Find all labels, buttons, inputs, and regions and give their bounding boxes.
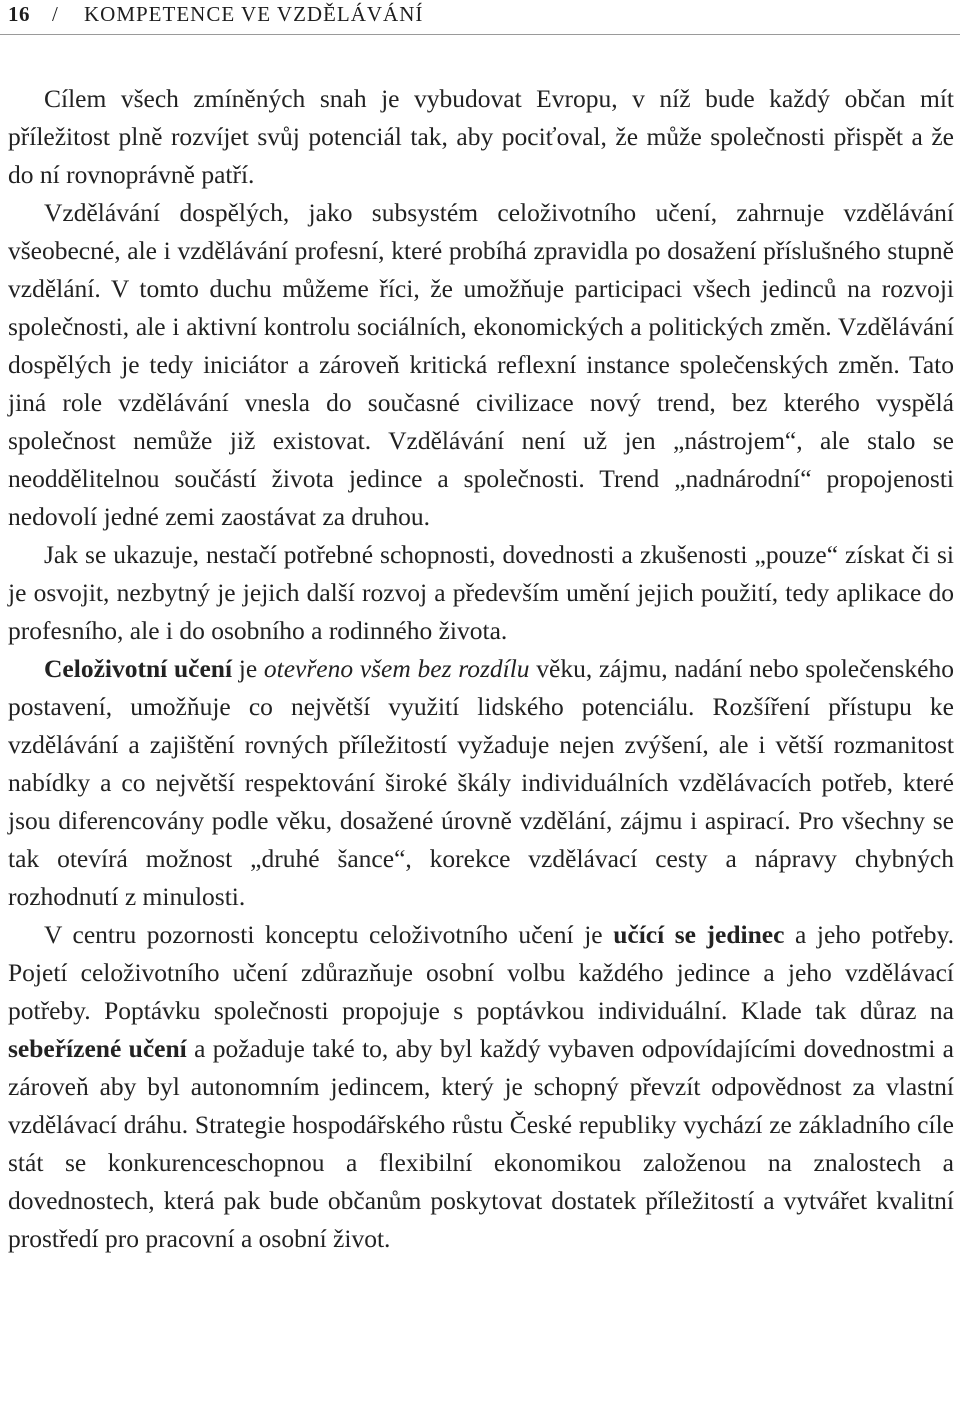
paragraph-5-text-b: a jeho potřeby. Pojetí celoživotního učení zdůrazňuje osobní volbu každého jedince a jeho vzdělávací potřeby. Poptávku společnosti propojuje s poptávkou individuální. Klade tak důraz na <box>8 920 954 1025</box>
term-lifelong-learning: Celoživotní učení <box>44 654 233 683</box>
paragraph-1: Cílem všech zmíněných snah je vybudovat Evropu, v níž bude každý občan mít příležitost plně rozvíjet svůj potenciál tak, aby pociťoval, že může společnosti přispět a že do ní rovnoprávně patří. <box>8 84 954 189</box>
paragraph-5 <box>8 916 954 1258</box>
header-rule <box>0 34 960 35</box>
page-header <box>0 0 960 40</box>
running-title: KOMPETENCE VE VZDĚLÁVÁNÍ <box>84 2 424 26</box>
paragraph-2: Vzdělávání dospělých, jako subsystém celoživotního učení, zahrnuje vzdělávání všeobecné, ale i vzdělávání profesní, které probíhá zpravidla po dosažení příslušného stupně vzdělání. V tomto duchu můžeme říci, že umožňuje participaci všech jedinců na rozvoji společnosti, ale i aktivní kontrolu sociálních, ekonomických a politických změn. Vzdělávání dospělých je tedy iniciátor a zároveň kritická reflexní instance společenských změn. Tato jiná role vzdělávání vnesla do současné civilizace nový trend, bez kterého vyspělá společnost nemůže již existovat. Vzdělávání není už jen „nástrojem“, ale stalo se neoddělitelnou součástí života jedince a společnosti. Trend „nadnárodní“ propojenosti nedovolí jedné zemi zaostávat za druhou. <box>8 198 954 531</box>
paragraph-4-text-b: věku, zájmu, nadání nebo společenského postavení, umožňuje co největší využití lidského potenciálu. Rozšíření přístupu ke vzdělávání a zajištění rovných příležitostí vyžaduje nejen zvýšení, ale i větší rozmanitost nabídky a co největší respektování široké škály individuálních vzdělávacích potřeb, které jsou diferencovány podle věku, dosažené úrovně vzdělání, zájmu i aspirací. Pro všechny se tak otevírá možnost „druhé šance“, korekce vzdělávací cesty a nápravy chybných rozhodnutí z minulosti. <box>8 654 955 911</box>
term-self-directed-learning: sebeřízené učení <box>8 1034 187 1063</box>
emphasis-open-to-all: otevřeno všem bez rozdílu <box>263 654 530 683</box>
paragraph-4 <box>8 650 954 916</box>
paragraph-5-text-a: V centru pozornosti konceptu celoživotního učení je <box>44 920 614 949</box>
paragraph-3: Jak se ukazuje, nestačí potřebné schopnosti, dovednosti a zkušenosti „pouze“ získat či si je osvojit, nezbytný je jejich další rozvoj a především umění jejich použití, tedy aplikace do profesního, ale i do osobního a rodinného života. <box>8 540 954 645</box>
paragraph-5-text-c: a požaduje také to, aby byl každý vybaven odpovídajícími dovednostmi a zároveň aby byl autonomním jedincem, který je schopný převzít odpovědnost za vlastní vzdělávací dráhu. Strategie hospodářského růstu České republiky vychází ze základního cíle stát se konkurenceschopnou a flexibilní ekonomikou založenou na znalostech a dovednostech, která pak bude občanům poskytovat dostatek příležitostí a vytvářet kvalitní prostředí pro pracovní a osobní život. <box>8 1034 955 1253</box>
body-text <box>8 80 954 1258</box>
page-number: 16 <box>8 2 30 26</box>
paragraph-4-text-a: je <box>232 654 264 683</box>
term-learner: učící se jedinec <box>613 920 785 949</box>
header-separator: / <box>52 2 58 26</box>
